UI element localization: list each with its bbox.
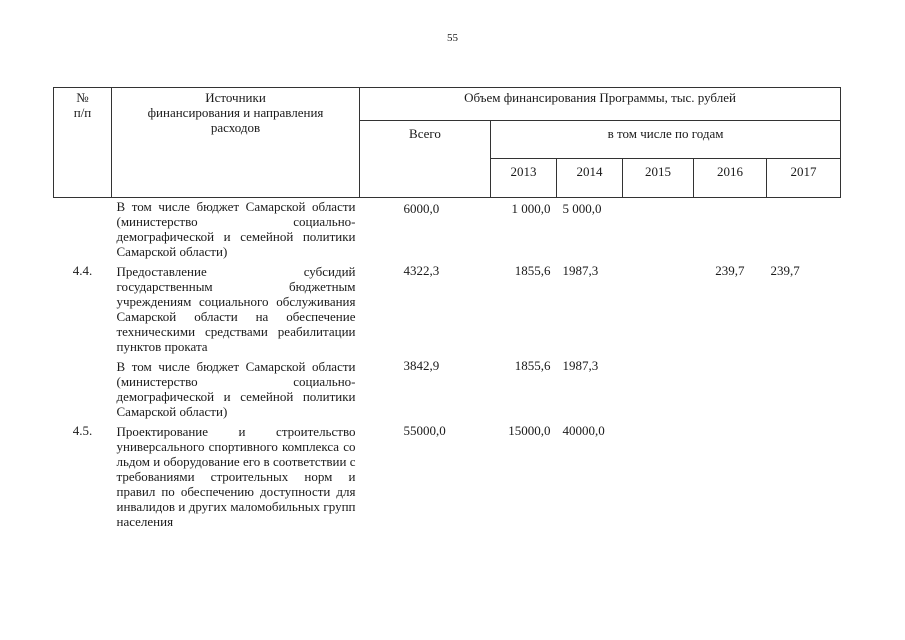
row-2016 bbox=[694, 198, 767, 264]
header-by-years: в том числе по годам bbox=[491, 121, 841, 159]
header-year-2013: 2013 bbox=[491, 159, 557, 198]
page-number: 55 bbox=[447, 32, 458, 44]
header-year-2017: 2017 bbox=[767, 159, 841, 198]
row-number: 4.4. bbox=[72, 263, 93, 278]
row-number bbox=[54, 198, 112, 264]
table-body bbox=[54, 198, 841, 534]
row-description: Предоставление субсидий государственным бюджетным учреждениям социального обслуживания Самарской области на обеспечение техническими средствами реабилитации пунктов проката bbox=[116, 264, 356, 354]
row-number: 4.5. bbox=[72, 423, 93, 438]
row-2014: 1987,3 bbox=[562, 358, 599, 373]
table-row bbox=[54, 263, 841, 358]
row-2014: 40000,0 bbox=[562, 423, 605, 438]
row-2017: 239,7 bbox=[770, 263, 800, 278]
row-2016 bbox=[694, 358, 767, 423]
table-row bbox=[54, 358, 841, 423]
financing-table bbox=[53, 87, 841, 533]
table-header bbox=[54, 88, 841, 198]
header-year-2015: 2015 bbox=[623, 159, 694, 198]
row-2017 bbox=[767, 358, 841, 423]
row-total: 6000,0 bbox=[403, 201, 440, 216]
row-2014: 1987,3 bbox=[562, 263, 599, 278]
table-row bbox=[54, 423, 841, 533]
row-description: Проектирование и строительство универсального спортивного комплекса со льдом и оборудование его в соответствии с требованиями строительных норм и правил по обеспечению доступности для инвалидов и других маломобильных групп населения bbox=[116, 424, 356, 529]
row-2015 bbox=[623, 263, 694, 358]
row-total: 3842,9 bbox=[403, 358, 440, 373]
header-volume: Объем финансирования Программы, тыс. рублей bbox=[360, 88, 841, 121]
row-total: 4322,3 bbox=[403, 263, 440, 278]
header-year-2014: 2014 bbox=[557, 159, 623, 198]
row-2015 bbox=[623, 423, 694, 533]
header-source: Источники финансирования и направления расходов bbox=[112, 88, 360, 198]
row-2017 bbox=[767, 423, 841, 533]
row-2017 bbox=[767, 198, 841, 264]
row-total: 55000,0 bbox=[403, 423, 446, 438]
row-2015 bbox=[623, 358, 694, 423]
row-2013: 1 000,0 bbox=[511, 201, 551, 216]
table-row bbox=[54, 198, 841, 264]
row-2013: 15000,0 bbox=[508, 423, 551, 438]
row-description: В том числе бюджет Самарской области (министерство социально-демографической и семейной политики Самарской области) bbox=[116, 199, 356, 259]
row-2016 bbox=[694, 423, 767, 533]
row-2013: 1855,6 bbox=[514, 358, 551, 373]
row-2014: 5 000,0 bbox=[562, 201, 602, 216]
row-2016: 239,7 bbox=[715, 263, 745, 278]
row-description: В том числе бюджет Самарской области (министерство социально-демографической и семейной политики Самарской области) bbox=[116, 359, 356, 419]
row-2013: 1855,6 bbox=[514, 263, 551, 278]
header-year-2016: 2016 bbox=[694, 159, 767, 198]
header-total: Всего bbox=[360, 121, 491, 198]
row-number bbox=[54, 358, 112, 423]
header-number: № п/п bbox=[54, 88, 112, 198]
row-2015 bbox=[623, 198, 694, 264]
